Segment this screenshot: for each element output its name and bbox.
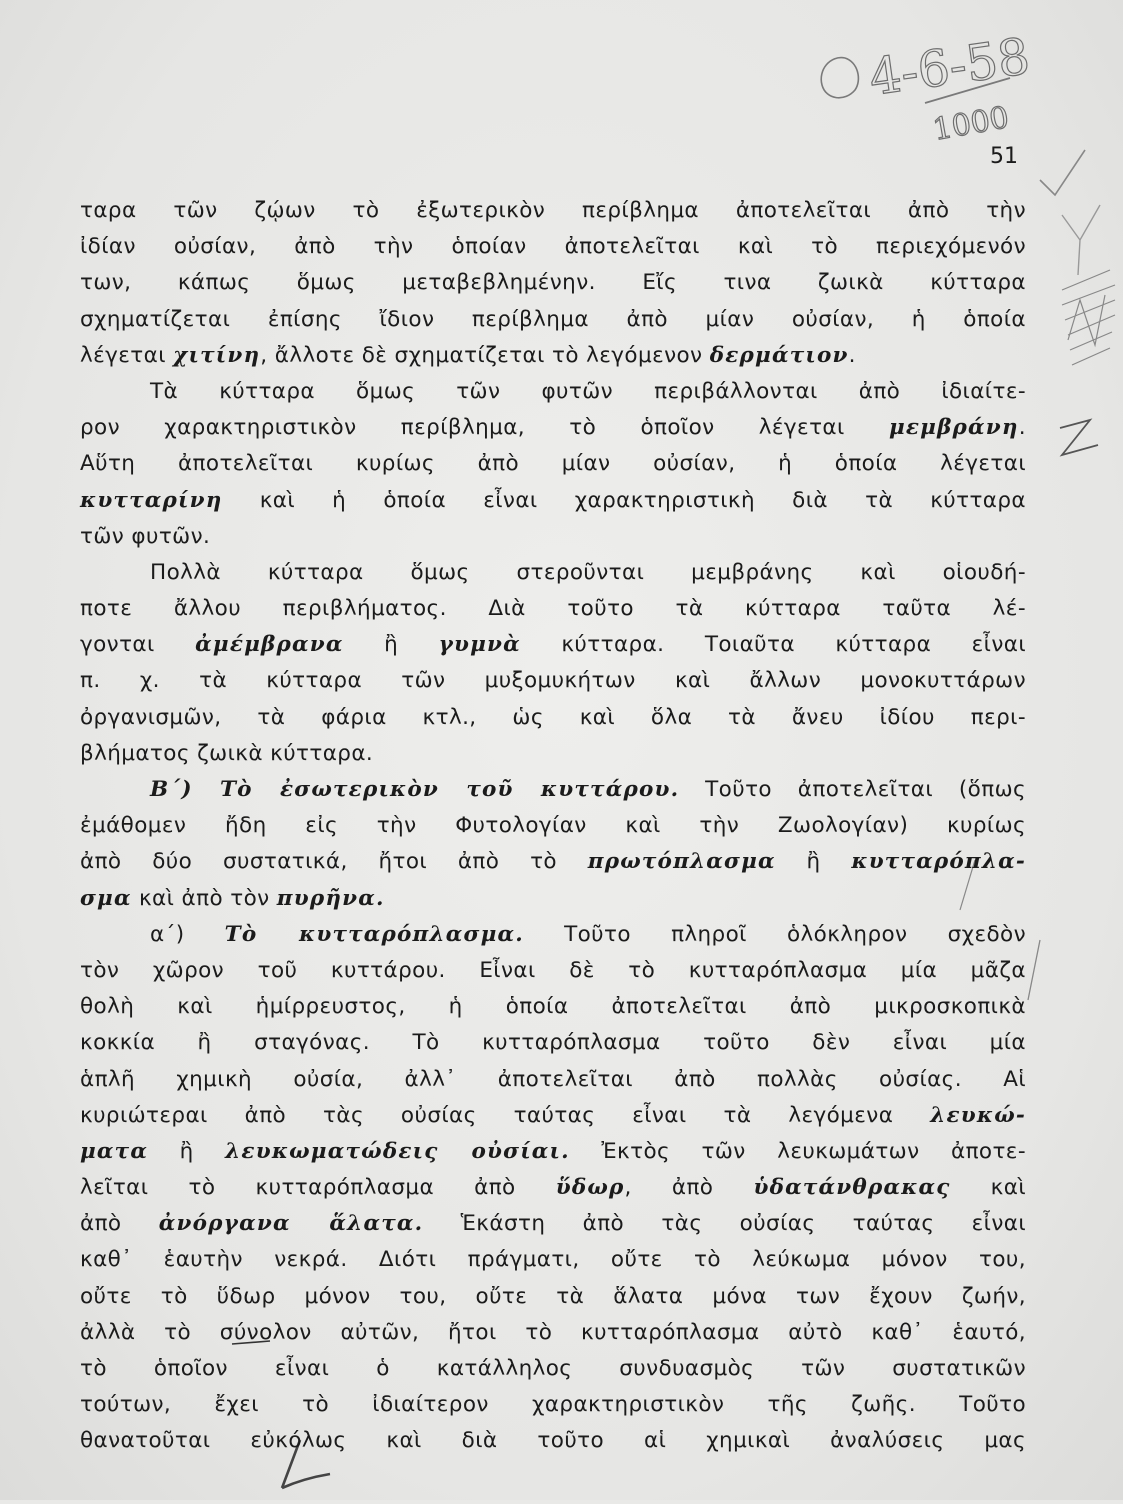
text-line — [80, 1206, 1026, 1242]
text-line — [80, 1025, 1026, 1061]
text-run: γονται — [80, 632, 196, 658]
text-run: . — [848, 342, 856, 368]
text-line — [80, 663, 1026, 699]
emphasized-term: ὕδωρ — [555, 1175, 625, 1201]
text-line — [80, 1351, 1026, 1387]
text-line — [80, 1062, 1026, 1098]
text-line — [80, 193, 1026, 229]
text-run: τὸν χῶρον τοῦ κυττάρου. Εἶναι δὲ τὸ κυτταρόπλασμα μία μᾶζα — [80, 957, 1026, 983]
text-run: θολὴ καὶ ἡμίρρευστος, ἡ ὁποία ἀποτελεῖται ἀπὸ μικροσκοπικὰ — [80, 994, 1026, 1020]
text-run: τὸ ὁποῖον εἶναι ὁ κατάλληλος συνδυασμὸς τῶν συστατικῶν — [80, 1356, 1026, 1381]
text-line — [80, 1242, 1026, 1278]
text-run: ἀπὸ δύο συστατικά, ἤτοι ἀπὸ τὸ — [80, 849, 588, 875]
text-line — [80, 338, 1026, 374]
text-run: σχηματίζεται ἐπίσης ἴδιον περίβλημα ἀπὸ μίαν οὐσίαν, ἡ ὁποία — [80, 306, 1026, 332]
emphasized-term: Β΄) Τὸ ἐσωτερικὸν τοῦ κυττάρου. — [150, 777, 680, 802]
text-run: ἢ — [775, 849, 852, 875]
text-line — [80, 844, 1026, 880]
emphasized-term: λευκωματώδεις οὐσίαι. — [225, 1138, 570, 1164]
text-line — [80, 265, 1026, 301]
text-run: καθ᾽ ἑαυτὴν νεκρά. Διότι πράγματι, οὔτε τὸ λεύκωμα μόνον του, — [80, 1247, 1026, 1273]
handwritten-number: 1000 — [930, 100, 1012, 148]
text-run: τῶν φυτῶν. — [80, 523, 211, 549]
handwritten-date: 4-6-58 — [865, 27, 1034, 107]
text-line — [80, 410, 1026, 446]
emphasized-term: λευκώ- — [930, 1102, 1026, 1128]
text-run: λεῖται τὸ κυτταρόπλασμα ἀπὸ — [80, 1175, 556, 1201]
text-line — [80, 700, 1026, 736]
text-line — [80, 446, 1026, 482]
emphasized-term: πρωτόπλασμα — [587, 849, 776, 875]
text-run: Ἐκτὸς τῶν λευκωμάτων ἀποτε- — [569, 1138, 1026, 1164]
emphasized-term: γυμνὰ — [438, 632, 521, 658]
text-run: καὶ — [950, 1175, 1026, 1201]
text-run: κοκκία ἢ σταγόνας. Τὸ κυτταρόπλασμα τοῦτο δὲν εἶναι μία — [80, 1030, 1026, 1056]
text-run: ὀργανισμῶν, τὰ φάρια κτλ., ὡς καὶ ὅλα τὰ ἄνευ ἰδίου περι- — [80, 704, 1026, 730]
emphasized-term: σμα — [80, 885, 132, 911]
emphasized-term: χιτίνη — [173, 342, 261, 368]
text-run: ἢ — [148, 1138, 226, 1164]
text-run: Τοῦτο πληροῖ ὁλόκληρον σχεδὸν — [523, 921, 1026, 947]
text-run: π. χ. τὰ κύτταρα τῶν μυξομυκήτων καὶ ἄλλων μονοκυττάρων — [80, 668, 1026, 694]
text-line — [80, 229, 1026, 265]
text-line — [80, 1387, 1026, 1423]
text-run: , ἀπὸ — [624, 1175, 754, 1201]
emphasized-term: μεμβράνη — [888, 415, 1019, 441]
text-line — [80, 772, 1026, 808]
text-run: ποτε ἄλλου περιβλήματος. Διὰ τοῦτο τὰ κύτταρα ταῦτα λέ- — [80, 596, 1026, 622]
text-run: ἰδίαν οὐσίαν, ἀπὸ τὴν ὁποίαν ἀποτελεῖται καὶ τὸ περιεχόμενόν — [80, 234, 1026, 260]
text-run: , ἄλλοτε δὲ σχηματίζεται τὸ λεγόμενον — [260, 342, 710, 368]
text-run: οὔτε τὸ ὕδωρ μόνον του, οὔτε τὰ ἅλατα μόνα των ἔχουν ζωήν, — [80, 1283, 1026, 1309]
emphasized-term: πυρῆνα. — [276, 885, 385, 911]
text-run: των, κάπως ὅμως μεταβεβλημένην. Εἴς τινα ζωικὰ κύτταρα — [80, 270, 1026, 296]
text-run: κύτταρα. Τοιαῦτα κύτταρα εἶναι — [520, 632, 1026, 658]
text-line — [80, 519, 1026, 555]
text-run: . — [1018, 415, 1026, 441]
text-run: Τὰ κύτταρα ὅμως τῶν φυτῶν περιβάλλονται ἀπὸ ἰδιαίτε- — [150, 378, 1026, 404]
text-line — [80, 989, 1026, 1025]
text-line — [80, 1315, 1026, 1351]
emphasized-term: ἀμέμβρανα — [195, 632, 344, 658]
emphasized-term: ὑδατάνθρακας — [753, 1175, 951, 1201]
text-run: ἀπὸ — [80, 1211, 159, 1237]
text-line — [80, 483, 1026, 519]
text-run: α΄) — [150, 921, 225, 947]
text-line — [80, 917, 1026, 953]
text-line — [80, 1098, 1026, 1134]
text-run: θανατοῦται εὐκόλως καὶ διὰ τοῦτο αἱ χημικαὶ ἀναλύσεις μας — [80, 1428, 1026, 1454]
text-run: Πολλὰ κύτταρα ὅμως στεροῦνται μεμβράνης καὶ οἱουδή- — [150, 559, 1026, 585]
text-run: ἐμάθομεν ἤδη εἰς τὴν Φυτολογίαν καὶ τὴν Ζωολογίαν) κυρίως — [80, 813, 1026, 839]
body-text — [80, 193, 1026, 1460]
text-line — [80, 808, 1026, 844]
emphasized-term: Τὸ κυτταρόπλασμα. — [224, 921, 524, 947]
text-run: καὶ ἡ ὁποία εἶναι χαρακτηριστικὴ διὰ τὰ κύτταρα — [222, 487, 1026, 513]
text-run: Τοῦτο ἀποτελεῖται (ὅπως — [679, 777, 1027, 802]
text-line — [80, 302, 1026, 338]
text-run: Αὕτη ἀποτελεῖται κυρίως ἀπὸ μίαν οὐσίαν, ἡ ὁποία λέγεται — [80, 451, 1026, 477]
text-line — [80, 1170, 1026, 1206]
text-run: βλήματος ζωικὰ κύτταρα. — [80, 740, 374, 766]
text-run: ρον χαρακτηριστικὸν περίβλημα, τὸ ὁποῖον λέγεται — [80, 415, 889, 441]
text-run: κυριώτεραι ἀπὸ τὰς οὐσίας ταύτας εἶναι τὰ λεγόμενα — [80, 1102, 931, 1128]
text-line — [80, 1423, 1026, 1459]
emphasized-term: ἀνόργανα ἅλατα. — [158, 1211, 424, 1237]
text-run: καὶ ἀπὸ τὸν — [131, 885, 277, 911]
text-run: λέγεται — [80, 342, 174, 368]
text-line — [80, 555, 1026, 591]
text-line — [80, 627, 1026, 663]
text-line — [80, 1279, 1026, 1315]
text-run: ἢ — [343, 632, 439, 658]
page-number: 51 — [990, 144, 1018, 169]
emphasized-term: δερμάτιον — [709, 342, 849, 368]
text-run: ἀλλὰ τὸ σύνολον αὐτῶν, ἤτοι τὸ κυτταρόπλασμα αὐτὸ καθ᾽ ἑαυτό, — [80, 1319, 1026, 1345]
text-line — [80, 591, 1026, 627]
emphasized-term: κυτταρόπλα- — [851, 849, 1027, 875]
text-line — [80, 881, 1026, 917]
emphasized-term: ματα — [80, 1138, 149, 1164]
text-run: ταρα τῶν ζῴων τὸ ἐξωτερικὸν περίβλημα ἀποτελεῖται ἀπὸ τὴν — [80, 198, 1026, 223]
emphasized-term: κυτταρίνη — [80, 487, 223, 513]
text-line — [80, 736, 1026, 772]
text-line — [80, 953, 1026, 989]
text-run: τούτων, ἔχει τὸ ἰδιαίτερον χαρακτηριστικὸν τῆς ζωῆς. Τοῦτο — [80, 1392, 1026, 1418]
text-run: ἁπλῆ χημικὴ οὐσία, ἀλλ᾽ ἀποτελεῖται ἀπὸ πολλὰς οὐσίας. Αἱ — [80, 1066, 1026, 1092]
text-line — [80, 1134, 1026, 1170]
text-run: Ἑκάστη ἀπὸ τὰς οὐσίας ταύτας εἶναι — [423, 1211, 1026, 1237]
text-line — [80, 374, 1026, 410]
